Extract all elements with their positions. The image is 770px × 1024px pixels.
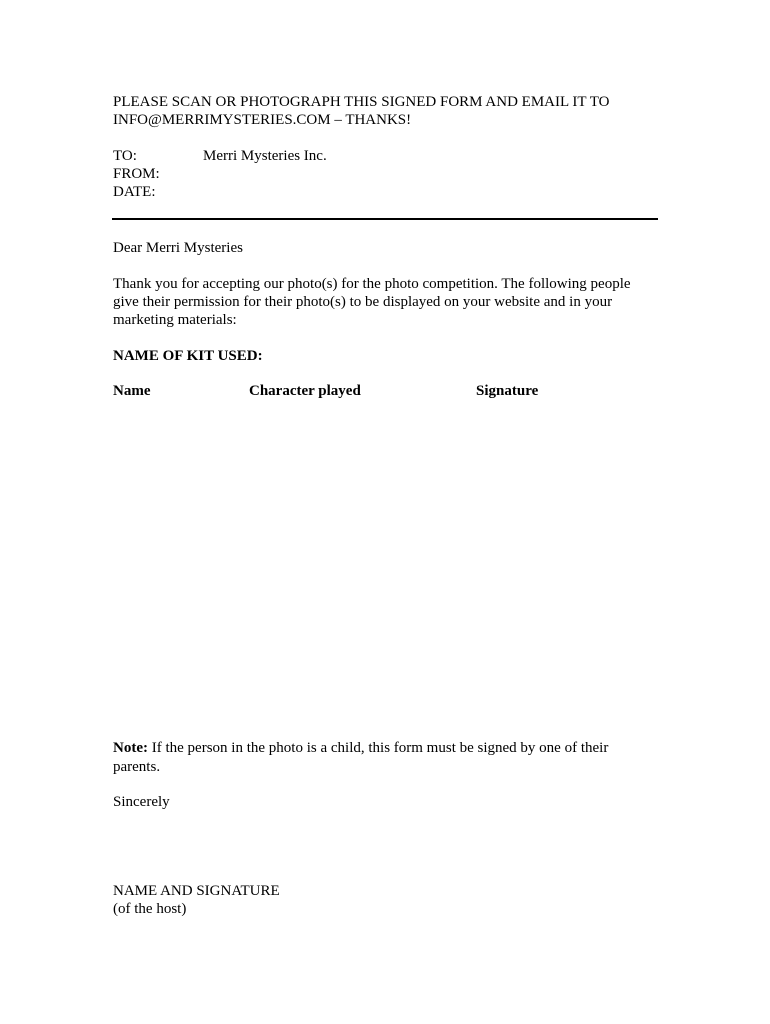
instruction-line-1: PLEASE SCAN OR PHOTOGRAPH THIS SIGNED FORM AND EMAIL IT TO [113, 94, 610, 110]
body-line-2: give their permission for their photo(s) to be displayed on your website and in your [113, 294, 613, 310]
column-header-name: Name [113, 383, 151, 399]
to-label: TO: [113, 148, 137, 164]
from-label: FROM: [113, 166, 160, 182]
note-line-2: parents. [113, 759, 161, 775]
note-label: Note: [113, 740, 148, 756]
note-text: If the person in the photo is a child, this form must be signed by one of their [147, 740, 609, 756]
note-line-1 [113, 739, 608, 757]
signature-label: NAME AND SIGNATURE [113, 883, 280, 899]
signature-sub-label: (of the host) [113, 901, 187, 917]
kit-used-label: NAME OF KIT USED: [113, 348, 263, 364]
salutation: Dear Merri Mysteries [113, 240, 243, 256]
column-header-character: Character played [249, 383, 361, 399]
date-label: DATE: [113, 184, 156, 200]
header-divider [112, 218, 658, 220]
body-line-3: marketing materials: [113, 312, 237, 328]
instruction-line-2: INFO@MERRIMYSTERIES.COM – THANKS! [113, 112, 412, 128]
to-value: Merri Mysteries Inc. [203, 148, 327, 164]
column-header-signature: Signature [476, 383, 539, 399]
sign-off: Sincerely [113, 794, 170, 810]
body-line-1: Thank you for accepting our photo(s) for the photo competition. The following people [113, 276, 631, 292]
